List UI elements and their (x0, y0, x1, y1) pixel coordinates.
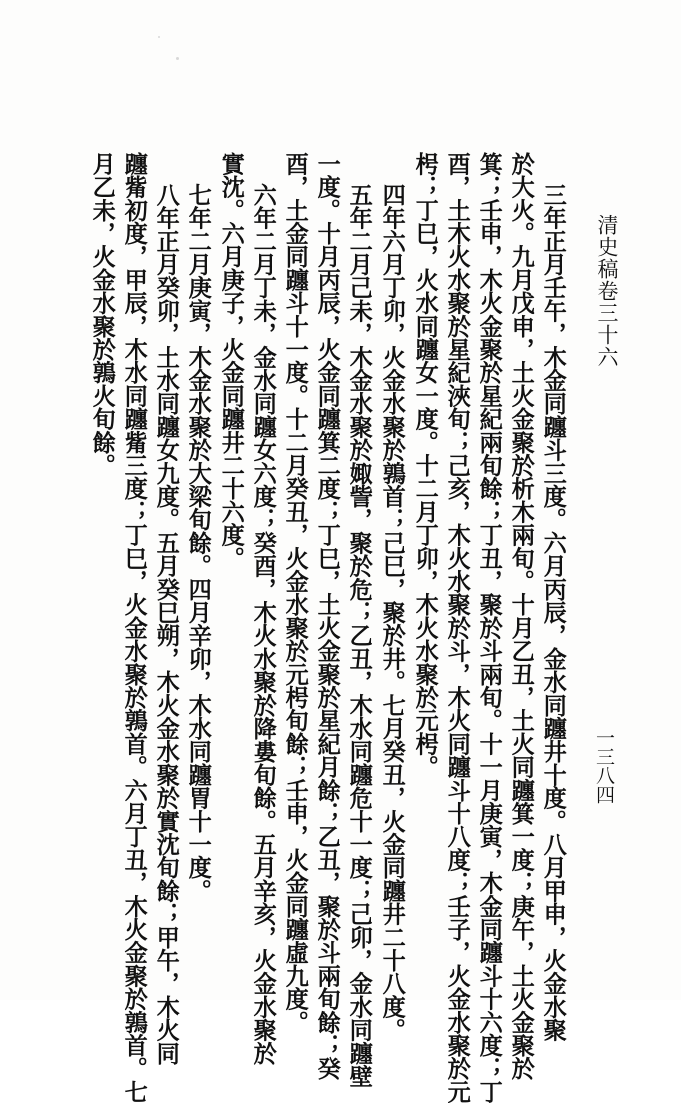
text-column: 三年正月壬午，木金同躔斗三度。六月丙辰，金水同躔井十度。八月甲申，火金水聚 (539, 183, 567, 1042)
text-column: 於大火。九月戊申，土火金聚於析木兩旬。十月乙丑，土火同躔箕一度；庚午，土火金聚於 (507, 152, 535, 1080)
page-number: 一三八四 (593, 728, 615, 804)
text-column: 躔觜初度，甲辰，木水同躔觜三度；丁巳，火金水聚於鶉首。六月丁丑，木火金聚於鶉首。七 (120, 152, 148, 1103)
text-column: 酉，土金同躔斗十一度。十二月癸丑，火金水聚於元枵旬餘；壬申，火金同躔虛九度。 (281, 152, 309, 1034)
running-title: 清史稿卷三十六 (595, 214, 619, 368)
text-column: 八年正月癸卯，土水同躔女九度。五月癸巳朔，木火金水聚於實沈旬餘；甲午，木火同 (152, 183, 180, 1065)
text-column: 七年二月庚寅，木金水聚於大梁旬餘。四月辛卯，木水同躔胃十一度。 (184, 183, 212, 903)
text-column: 枵；丁巳，火水同躔女一度。十二月丁卯，木火水聚於元枵。 (411, 152, 439, 779)
text-column: 四年六月丁卯，火金水聚於鶉首；己巳，聚於井。七月癸丑，火金同躔井二十八度。 (378, 183, 406, 1042)
text-column: 月乙未，火金水聚於鶉火旬餘。 (88, 152, 116, 477)
text-column: 酉，土木火水聚於星紀浹旬；己亥，木火水聚於斗，木火同躔斗十八度；壬子，火金水聚於元 (443, 152, 471, 1103)
text-column: 箕；壬申，木火金聚於星紀兩旬餘；丁丑，聚於斗兩旬。十一月庚寅，木金同躔斗十六度；丁 (475, 152, 503, 1103)
text-column: 一度。十月丙辰，火金同躔箕二度；丁巳，土火金聚於星紀月餘；乙丑，聚於斗兩旬餘；癸 (313, 152, 341, 1080)
text-column: 五年二月己未，木金水聚於娵訾，聚於危；乙丑，木水同躔危十一度；己卯，金水同躔壁 (345, 183, 373, 1088)
scan-speck (176, 57, 179, 60)
scan-speck (158, 36, 160, 38)
text-column: 六年二月丁未，金水同躔女六度；癸酉，木火水聚於降婁旬餘。五月辛亥，火金水聚於 (249, 183, 277, 1065)
text-column: 實沈。六月庚子，火金同躔井二十六度。 (217, 152, 245, 570)
